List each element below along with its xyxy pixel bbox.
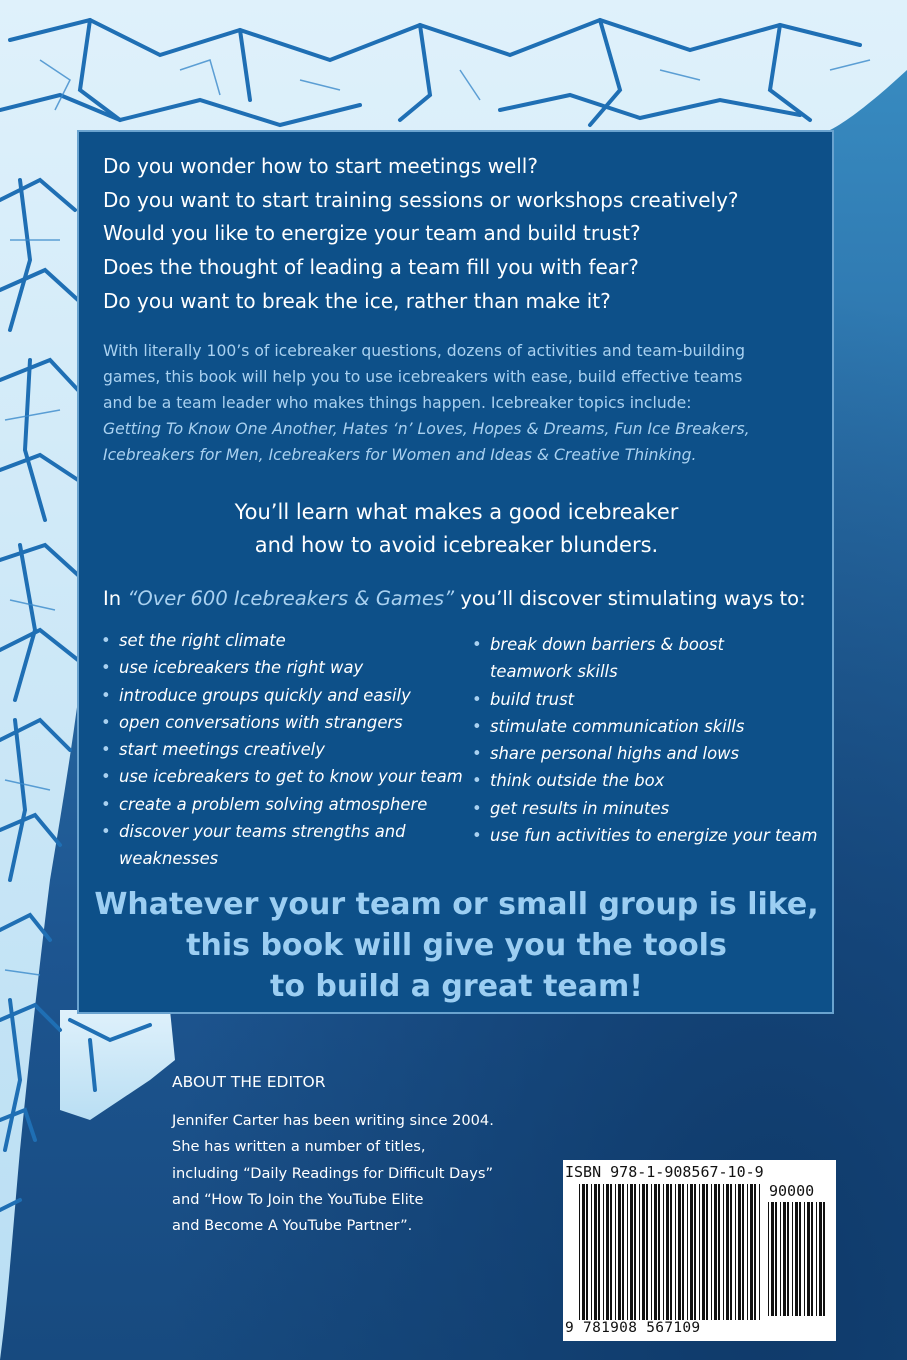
barcode-bar [666,1184,669,1320]
barcode-bar [711,1184,712,1320]
barcode-bar [726,1184,729,1320]
list-item: • share personal highs and lows [472,744,740,764]
about-line: and “How To Join the YouTube Elite [172,1190,424,1208]
question-line: Do you want to start training sessions or workshops creatively? [103,188,739,212]
barcode-bar [606,1184,609,1320]
barcode-bar [787,1202,789,1316]
barcode-bar [702,1184,705,1320]
barcode-digits: 9 781908 567109 [565,1320,701,1336]
about-editor-text [172,1108,552,1239]
barcode-bar [627,1184,628,1320]
intro-line: games, this book will help you to use icebreakers with ease, build effective teams [103,368,743,386]
learn-line: You’ll learn what makes a good icebreaker [234,500,679,524]
barcode-bar [598,1184,600,1320]
barcode-bar [792,1202,793,1316]
barcode-bar [618,1184,621,1320]
barcode-bar [768,1202,769,1316]
barcode-bar [747,1184,748,1320]
book-title: “Over 600 Icebreakers & Games” [127,587,455,610]
intro-line: With literally 100’s of icebreaker questions, dozens of activities and team-building [103,342,746,360]
barcode-bar [730,1184,732,1320]
intro-line: and be a team leader who makes things happen. Icebreaker topics include: [103,394,692,412]
list-item-continued: weaknesses [119,849,219,869]
tagline [79,884,834,1007]
barcode-bar [663,1184,664,1320]
list-item: • use icebreakers the right way [101,658,364,678]
barcode-bar [630,1184,633,1320]
barcode-bar [615,1184,616,1320]
topics-line: Icebreakers for Men, Icebreakers for Women and Ideas & Creative Thinking. [103,446,697,464]
addon-barcode-bars [768,1202,830,1318]
barcode-bar [586,1184,588,1320]
question-line: Does the thought of leading a team fill you with fear? [103,255,639,279]
barcode-bar [594,1184,597,1320]
barcode-bar [591,1184,592,1320]
barcode-bar [771,1202,774,1316]
list-item: • get results in minutes [472,798,670,818]
barcode-bar [622,1184,624,1320]
barcode-bar [799,1202,801,1316]
barcode-bar [694,1184,696,1320]
isbn-text: ISBN 978-1-908567-10-9 [565,1163,764,1181]
benefit-list-left [101,627,463,873]
about-editor-heading: ABOUT THE EDITOR [172,1073,326,1091]
list-item: • use fun activities to energize your team [472,826,818,846]
learn-line: and how to avoid icebreaker blunders. [254,533,659,557]
about-line: She has written a number of titles, [172,1138,426,1156]
tagline-line: this book will give you the tools [186,928,727,963]
barcode-bar [675,1184,676,1320]
barcode-bar [582,1184,585,1320]
barcode-bar [750,1184,753,1320]
lead-prefix: In [103,587,128,610]
question-line: Do you wonder how to start meetings well? [103,154,538,178]
barcode-bar [807,1202,810,1316]
barcode-bar [819,1202,822,1316]
barcode-bar [579,1184,580,1320]
barcode-bar [699,1184,700,1320]
tagline-line: Whatever your team or small group is like, [94,887,819,922]
barcode-bars [579,1184,763,1324]
barcode-bar [723,1184,724,1320]
question-line: Would you like to energize your team and build trust? [103,221,641,245]
barcode-bar [670,1184,672,1320]
barcode-bar [754,1184,756,1320]
list-item: • open conversations with strangers [101,712,403,732]
barcode-bar [783,1202,786,1316]
barcode-bar [678,1184,681,1320]
description-panel [77,130,834,1014]
question-line: Do you want to break the ice, rather than make it? [103,289,611,313]
barcode-bar [714,1184,717,1320]
barcode-bar [718,1184,720,1320]
barcode-bar [706,1184,708,1320]
about-line: and Become A YouTube Partner”. [172,1217,413,1235]
list-item: • stimulate communication skills [472,716,745,736]
price-code: 90000 [769,1182,815,1200]
benefit-list-right [472,631,818,849]
barcode-bar [738,1184,741,1320]
barcode-bar [658,1184,660,1320]
lead-in-line [103,587,806,610]
barcode-bar [775,1202,777,1316]
about-line: Jennifer Carter has been writing since 2004. [172,1112,494,1129]
barcode-bar [735,1184,736,1320]
list-item: • create a problem solving atmosphere [101,794,428,814]
barcode-bar [634,1184,636,1320]
barcode-bar [610,1184,612,1320]
list-item: • use icebreakers to get to know your team [101,767,463,787]
barcode-bar [811,1202,813,1316]
barcode-bar [646,1184,648,1320]
barcode-bar [816,1202,817,1316]
barcode-bar [823,1202,825,1316]
list-item: • introduce groups quickly and easily [101,685,411,705]
list-item: • think outside the box [472,771,665,791]
intro-paragraph [103,338,815,468]
barcode-bar [642,1184,645,1320]
barcode-bar [804,1202,805,1316]
list-item: • set the right climate [101,631,286,650]
barcode-bar [603,1184,604,1320]
barcode-bar [651,1184,652,1320]
list-item: • build trust [472,689,575,709]
list-item: • discover your teams strengths and [101,822,406,842]
barcode-bar [690,1184,693,1320]
lead-suffix: you’ll discover stimulating ways to: [454,587,806,610]
list-item: • break down barriers & boost [472,635,724,654]
barcode-bar [795,1202,798,1316]
barcode-bar [780,1202,781,1316]
learn-statement [79,496,834,562]
about-line: including “Daily Readings for Difficult Days” [172,1164,494,1182]
barcode-bar [682,1184,684,1320]
isbn-barcode [563,1160,836,1341]
barcode-bar [654,1184,657,1320]
barcode-bar [639,1184,640,1320]
barcode-bar [759,1184,760,1320]
tagline-line: to build a great team! [270,969,643,1004]
topics-line: Getting To Know One Another, Hates ‘n’ Loves, Hopes & Dreams, Fun Ice Breakers, [103,420,750,438]
list-item: • start meetings creatively [101,740,325,760]
list-item-continued: teamwork skills [490,662,618,682]
barcode-bar [742,1184,744,1320]
barcode-bar [687,1184,688,1320]
